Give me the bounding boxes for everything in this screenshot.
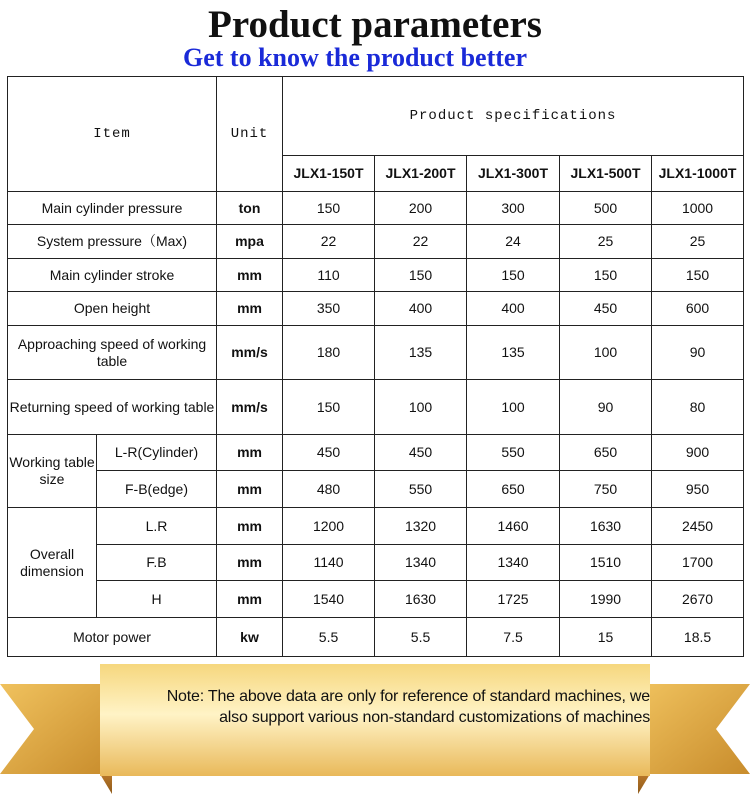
ribbon-tail-right [638, 684, 750, 774]
value-cell: 100 [375, 380, 467, 435]
page-title: Product parameters [208, 3, 542, 46]
row-unit: mm [217, 545, 283, 581]
table-row [8, 545, 744, 581]
table-row [8, 225, 744, 259]
value-cell: 100 [560, 326, 652, 380]
value-cell: 110 [283, 259, 375, 292]
row-sublabel: F.B [97, 545, 217, 581]
table-row [8, 192, 744, 225]
value-cell: 150 [283, 192, 375, 225]
value-cell: 90 [560, 380, 652, 435]
value-cell: 550 [467, 435, 560, 471]
value-cell: 135 [467, 326, 560, 380]
table-row [8, 380, 744, 435]
value-cell: 18.5 [652, 618, 744, 657]
row-unit: mm/s [217, 380, 283, 435]
value-cell: 1725 [467, 581, 560, 618]
value-cell: 1000 [652, 192, 744, 225]
value-cell: 550 [375, 471, 467, 508]
row-group-label: Working table size [8, 435, 97, 508]
value-cell: 150 [375, 259, 467, 292]
value-cell: 90 [652, 326, 744, 380]
model-cell: JLX1-200T [375, 156, 467, 192]
header-row [8, 77, 744, 156]
value-cell: 25 [652, 225, 744, 259]
row-unit: mm [217, 581, 283, 618]
value-cell: 300 [467, 192, 560, 225]
row-unit: kw [217, 618, 283, 657]
value-cell: 7.5 [467, 618, 560, 657]
value-cell: 25 [560, 225, 652, 259]
table-row [8, 581, 744, 618]
table-row [8, 471, 744, 508]
row-unit: mm [217, 435, 283, 471]
ribbon-fold-right [638, 774, 650, 794]
value-cell: 22 [375, 225, 467, 259]
value-cell: 400 [375, 292, 467, 326]
row-unit: ton [217, 192, 283, 225]
row-unit: mm [217, 292, 283, 326]
value-cell: 1140 [283, 545, 375, 581]
value-cell: 80 [652, 380, 744, 435]
table-row [8, 259, 744, 292]
value-cell: 135 [375, 326, 467, 380]
value-cell: 1510 [560, 545, 652, 581]
value-cell: 650 [467, 471, 560, 508]
value-cell: 450 [283, 435, 375, 471]
row-label: Approaching speed of working table [8, 326, 217, 380]
row-label: Main cylinder pressure [8, 192, 217, 225]
value-cell: 950 [652, 471, 744, 508]
value-cell: 480 [283, 471, 375, 508]
row-unit: mm/s [217, 326, 283, 380]
row-unit: mm [217, 259, 283, 292]
value-cell: 500 [560, 192, 652, 225]
value-cell: 15 [560, 618, 652, 657]
value-cell: 150 [560, 259, 652, 292]
note-text [110, 686, 650, 728]
value-cell: 100 [467, 380, 560, 435]
row-label: Open height [8, 292, 217, 326]
value-cell: 900 [652, 435, 744, 471]
value-cell: 1200 [283, 508, 375, 545]
value-cell: 1990 [560, 581, 652, 618]
page-subtitle: Get to know the product better [183, 43, 527, 72]
value-cell: 650 [560, 435, 652, 471]
model-cell: JLX1-300T [467, 156, 560, 192]
row-unit: mm [217, 508, 283, 545]
note-line-1: Note: The above data are only for reference of standard machines, we [166, 688, 650, 705]
row-label: Motor power [8, 618, 217, 657]
value-cell: 5.5 [283, 618, 375, 657]
spec-table [7, 76, 744, 657]
value-cell: 1630 [560, 508, 652, 545]
ribbon-tail-left [0, 684, 112, 774]
row-sublabel: H [97, 581, 217, 618]
value-cell: 750 [560, 471, 652, 508]
table-row [8, 292, 744, 326]
value-cell: 1700 [652, 545, 744, 581]
gold-ribbon-banner [0, 658, 750, 800]
value-cell: 1460 [467, 508, 560, 545]
row-sublabel: L-R(Cylinder) [97, 435, 217, 471]
value-cell: 22 [283, 225, 375, 259]
value-cell: 150 [467, 259, 560, 292]
value-cell: 2450 [652, 508, 744, 545]
value-cell: 400 [467, 292, 560, 326]
value-cell: 200 [375, 192, 467, 225]
value-cell: 1630 [375, 581, 467, 618]
table-row [8, 618, 744, 657]
row-group-label: Overall dimension [8, 508, 97, 618]
value-cell: 1540 [283, 581, 375, 618]
header-spec: Product specifications [283, 77, 744, 156]
row-label: Returning speed of working table [8, 380, 217, 435]
table-row [8, 435, 744, 471]
header-unit: Unit [217, 77, 283, 192]
note-line-2: also support various non-standard customizations of machines [219, 709, 650, 726]
value-cell: 1320 [375, 508, 467, 545]
value-cell: 450 [560, 292, 652, 326]
value-cell: 5.5 [375, 618, 467, 657]
model-cell: JLX1-1000T [652, 156, 744, 192]
header-item: Item [8, 77, 217, 192]
value-cell: 180 [283, 326, 375, 380]
model-cell: JLX1-150T [283, 156, 375, 192]
row-label: Main cylinder stroke [8, 259, 217, 292]
value-cell: 600 [652, 292, 744, 326]
value-cell: 24 [467, 225, 560, 259]
value-cell: 150 [652, 259, 744, 292]
model-cell: JLX1-500T [560, 156, 652, 192]
value-cell: 1340 [375, 545, 467, 581]
value-cell: 1340 [467, 545, 560, 581]
row-sublabel: L.R [97, 508, 217, 545]
table-row [8, 508, 744, 545]
row-sublabel: F-B(edge) [97, 471, 217, 508]
row-unit: mpa [217, 225, 283, 259]
value-cell: 350 [283, 292, 375, 326]
value-cell: 450 [375, 435, 467, 471]
value-cell: 150 [283, 380, 375, 435]
row-unit: mm [217, 471, 283, 508]
value-cell: 2670 [652, 581, 744, 618]
ribbon-fold-left [100, 774, 112, 794]
row-label: System pressure（Max) [8, 225, 217, 259]
table-row [8, 326, 744, 380]
